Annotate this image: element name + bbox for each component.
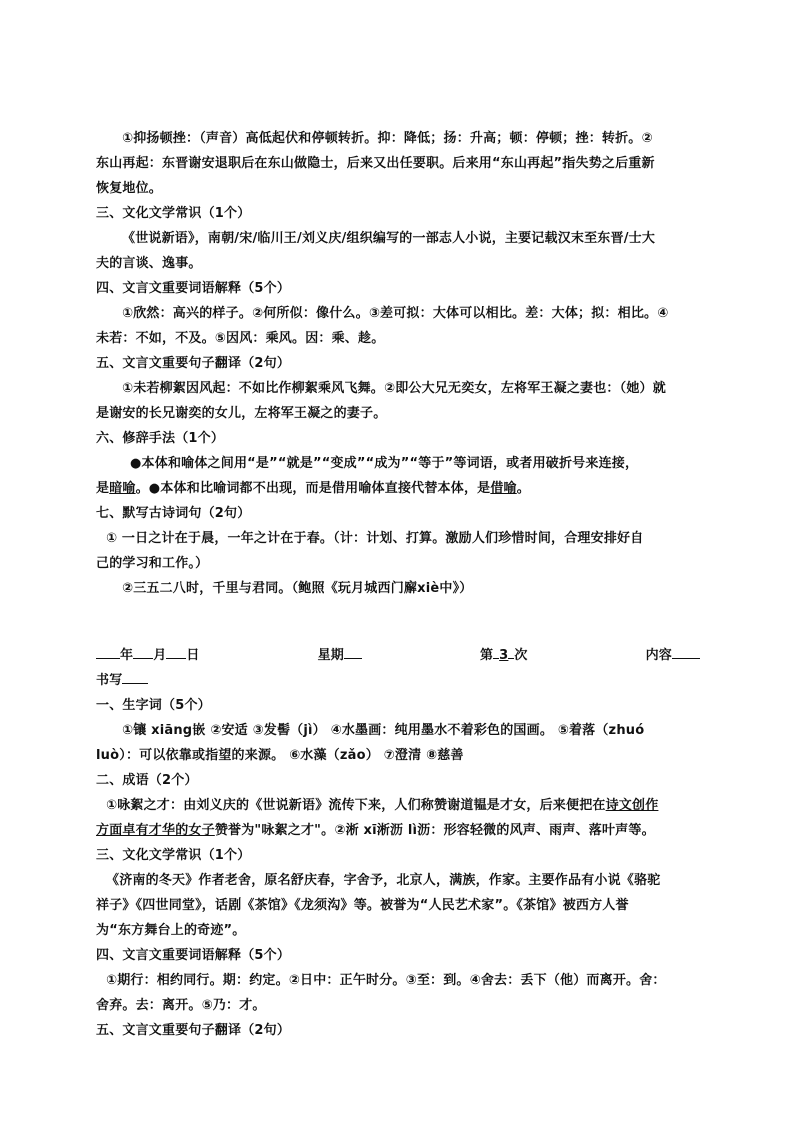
month-label: 月 — [153, 648, 167, 663]
text: 。 — [516, 481, 530, 496]
paragraph: 《济南的冬天》作者老舍，原名舒庆春，字舍予，北京人，满族，作家。主要作品有小说《骆驼 — [106, 873, 661, 888]
spacer — [96, 601, 700, 643]
paragraph: ①未若柳絮因风起：不如比作柳絮乘风飞舞。②即公大兄无奕女，左将军王凝之妻也：（她）就 — [122, 381, 666, 396]
paragraph: 是谢安的长兄谢奕的女儿，左将军王凝之的妻子。 — [96, 406, 387, 421]
year-label: 年 — [120, 648, 134, 663]
weekday-field — [318, 643, 362, 668]
paragraph: ①镶 xiāng嵌 ②安适 ③发髻（jì） ④水墨画：纯用墨水不着彩色的国画。 ⑤着落（zhuó — [122, 723, 645, 738]
paragraph: ①期行：相约同行。期：约定。②日中：正午时分。③至：到。④舍去：丢下（他）而离开。舍： — [106, 973, 666, 988]
underlined-term: 暗喻 — [109, 481, 136, 496]
paragraph — [96, 476, 700, 501]
day-label: 日 — [186, 648, 200, 663]
paragraph: 《世说新语》，南朝/宋/临川王/刘义庆/组织编写的一部志人小说，主要记载汉末至东晋/士大 — [122, 231, 656, 246]
section-heading: 三、文化文学常识（1个） — [96, 206, 251, 221]
section-heading: 四、文言文重要词语解释（5个） — [96, 948, 291, 963]
section-heading: 五、文言文重要句子翻译（2句） — [96, 1023, 291, 1038]
section-heading: 四、文言文重要词语解释（5个） — [96, 281, 291, 296]
document-page — [96, 126, 700, 1043]
section-heading: 五、文言文重要句子翻译（2句） — [96, 356, 291, 371]
record-header — [96, 643, 700, 668]
paragraph: ●本体和喻体之间用“是”“就是”“变成”“成为”“等于”等词语，或者用破折号来连接， — [130, 456, 639, 471]
section-heading: 三、文化文学常识（1个） — [96, 848, 251, 863]
paragraph: 东山再起：东晋谢安退职后在东山做隐士，后来又出任要职。后来用“东山再起”指失势之后重新 — [96, 156, 655, 171]
paragraph: 恢复地位。 — [96, 181, 163, 196]
blank-line — [133, 644, 153, 659]
paragraph: ①抑扬顿挫：（声音）高低起伏和停顿转折。抑：降低；扬：升高；顿：停顿；挫：转折。② — [122, 131, 653, 146]
paragraph: luò）：可以依靠或指望的来源。 ⑥水藻（zǎo） ⑦澄清 ⑧慈善 — [96, 748, 464, 763]
underlined-term: 借喻 — [490, 481, 517, 496]
content-field — [646, 643, 700, 668]
blank-line — [344, 644, 362, 659]
count-field — [480, 643, 528, 668]
paragraph: 舍弃。去：离开。⑤乃：才。 — [96, 998, 266, 1013]
text: 。●本体和比喻词都不出现，而是借用喻体直接代替本体，是 — [135, 481, 491, 496]
count-value: 3 — [499, 648, 509, 663]
content-label: 内容 — [645, 648, 672, 663]
blank-line — [96, 644, 120, 659]
date-field — [96, 643, 200, 668]
underlined-term: 方面卓有才华的女子 — [96, 823, 215, 838]
paragraph: 未若：不如，不及。⑤因风：乘风。因：乘、趁。 — [96, 331, 385, 346]
paragraph: ②三五二八时，千里与君同。（鲍照《玩月城西门廨xiè中》） — [122, 581, 473, 596]
paragraph: 为“东方舞台上的奇迹”。 — [96, 923, 246, 938]
blank-line — [166, 644, 186, 659]
section-heading: 七、默写古诗词句（2句） — [96, 506, 251, 521]
section-heading: 二、成语（2个） — [96, 773, 198, 788]
weekday-label: 星期 — [317, 648, 344, 663]
underlined-term: 诗文创作 — [605, 798, 659, 813]
section-heading: 六、修辞手法（1个） — [96, 431, 225, 446]
blank-line — [672, 644, 700, 659]
paragraph: ① 一日之计在于晨，一年之计在于春。（计：计划、打算。激励人们珍惜时间，合理安排好自 — [106, 531, 644, 546]
paragraph: 夫的言谈、逸事。 — [96, 256, 202, 271]
text: 赞誉为"咏絮之才"。②淅 xī淅沥 lì沥：形容轻微的风声、雨声、落叶声等。 — [214, 823, 655, 838]
paragraph — [96, 793, 700, 818]
paragraph: 祥子》《四世同堂》，话剧《茶馆》《龙须沟》等。被誉为“人民艺术家”。《茶馆》被西方人誉 — [96, 898, 629, 913]
count-label: 次 — [514, 648, 528, 663]
text: ①咏絮之才：由刘义庆的《世说新语》流传下来，人们称赞谢道韫是才女，后来便把在 — [106, 798, 606, 813]
writing-field — [96, 668, 700, 693]
writing-label: 书写 — [96, 673, 123, 688]
paragraph — [96, 818, 700, 843]
blank-line — [122, 669, 148, 684]
paragraph: ①欣然：高兴的样子。②何所似：像什么。③差可拟：大体可以相比。差：大体；拟：相比。④ — [122, 306, 669, 321]
text: 是 — [96, 481, 110, 496]
paragraph: 己的学习和工作。） — [96, 556, 209, 571]
count-label: 第 — [479, 648, 494, 663]
section-heading: 一、生字词（5个） — [96, 698, 211, 713]
